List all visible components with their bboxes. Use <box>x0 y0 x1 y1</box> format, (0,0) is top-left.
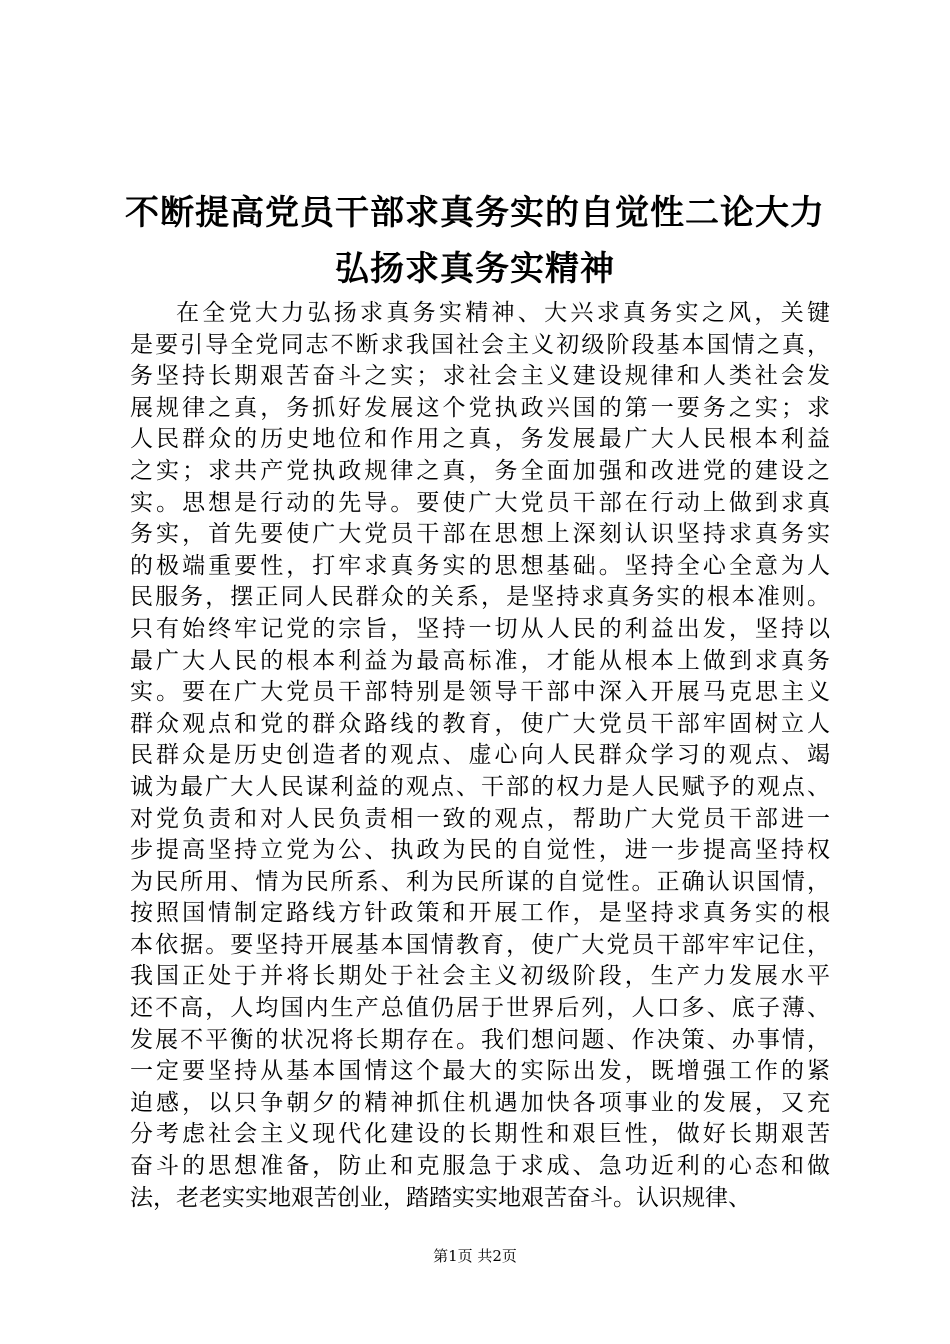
body-line: 对党负责和对人民负责相一致的观点，帮助广大党员干部进一 <box>130 805 830 832</box>
body-line: 法，老老实实地艰苦创业，踏踏实实地艰苦奋斗。认识规律、 <box>130 1184 751 1211</box>
body-line: 为民所用、情为民所系、利为民所谋的自觉性。正确认识国情， <box>130 868 830 895</box>
body-line: 人民群众的历史地位和作用之真，务发展最广大人民根本利益 <box>130 426 830 453</box>
body-line: 步提高坚持立党为公、执政为民的自觉性，进一步提高坚持权 <box>130 837 830 864</box>
document-title <box>100 185 850 297</box>
body-line: 本依据。要坚持开展基本国情教育，使广大党员干部牢牢记住， <box>130 931 830 958</box>
body-line: 民服务，摆正同人民群众的关系，是坚持求真务实的根本准则。 <box>130 584 830 611</box>
page-footer: 第1页 共2页 <box>433 1247 517 1265</box>
body-line: 之实；求共产党执政规律之真，务全面加强和改进党的建设之 <box>130 457 830 484</box>
body-line: 我国正处于并将长期处于社会主义初级阶段，生产力发展水平 <box>130 963 830 990</box>
body-line: 务坚持长期艰苦奋斗之实；求社会主义建设规律和人类社会发 <box>130 363 830 390</box>
body-line: 一定要坚持从基本国情这个最大的实际出发，既增强工作的紧 <box>130 1058 830 1085</box>
body-line: 奋斗的思想准备，防止和克服急于求成、急功近利的心态和做 <box>130 1153 830 1180</box>
body-line: 分考虑社会主义现代化建设的长期性和艰巨性，做好长期艰苦 <box>130 1121 830 1148</box>
body-line: 只有始终牢记党的宗旨，坚持一切从人民的利益出发，坚持以 <box>130 615 830 642</box>
title-line: 不断提高党员干部求真务实的自觉性二论大力 <box>125 193 825 233</box>
title-line: 弘扬求真务实精神 <box>335 249 615 289</box>
body-line: 发展不平衡的状况将长期存在。我们想问题、作决策、办事情， <box>130 1026 830 1053</box>
body-line: 诚为最广大人民谋利益的观点、干部的权力是人民赋予的观点、 <box>130 773 830 800</box>
body-line: 群众观点和党的群众路线的教育，使广大党员干部牢固树立人 <box>130 710 830 737</box>
body-line: 民群众是历史创造者的观点、虚心向人民群众学习的观点、竭 <box>130 742 830 769</box>
body-line: 的极端重要性，打牢求真务实的思想基础。坚持全心全意为人 <box>130 552 830 579</box>
body-line: 实。要在广大党员干部特别是领导干部中深入开展马克思主义 <box>130 679 830 706</box>
body-line: 最广大人民的根本利益为最高标准，才能从根本上做到求真务 <box>130 647 830 674</box>
body-line: 按照国情制定路线方针政策和开展工作，是坚持求真务实的根 <box>130 900 830 927</box>
body-line: 在全党大力弘扬求真务实精神、大兴求真务实之风，关键 <box>176 300 830 326</box>
body-line: 展规律之真，务抓好发展这个党执政兴国的第一要务之实；求 <box>130 394 830 421</box>
body-line: 务实，首先要使广大党员干部在思想上深刻认识坚持求真务实 <box>130 521 830 548</box>
body-paragraph <box>130 298 830 1214</box>
body-line: 还不高，人均国内生产总值仍居于世界后列，人口多、底子薄、 <box>130 995 830 1022</box>
body-line: 迫感，以只争朝夕的精神抓住机遇加快各项事业的发展，又充 <box>130 1089 830 1116</box>
body-line: 是要引导全党同志不断求我国社会主义初级阶段基本国情之真， <box>130 331 830 358</box>
body-line: 实。思想是行动的先导。要使广大党员干部在行动上做到求真 <box>130 489 830 516</box>
